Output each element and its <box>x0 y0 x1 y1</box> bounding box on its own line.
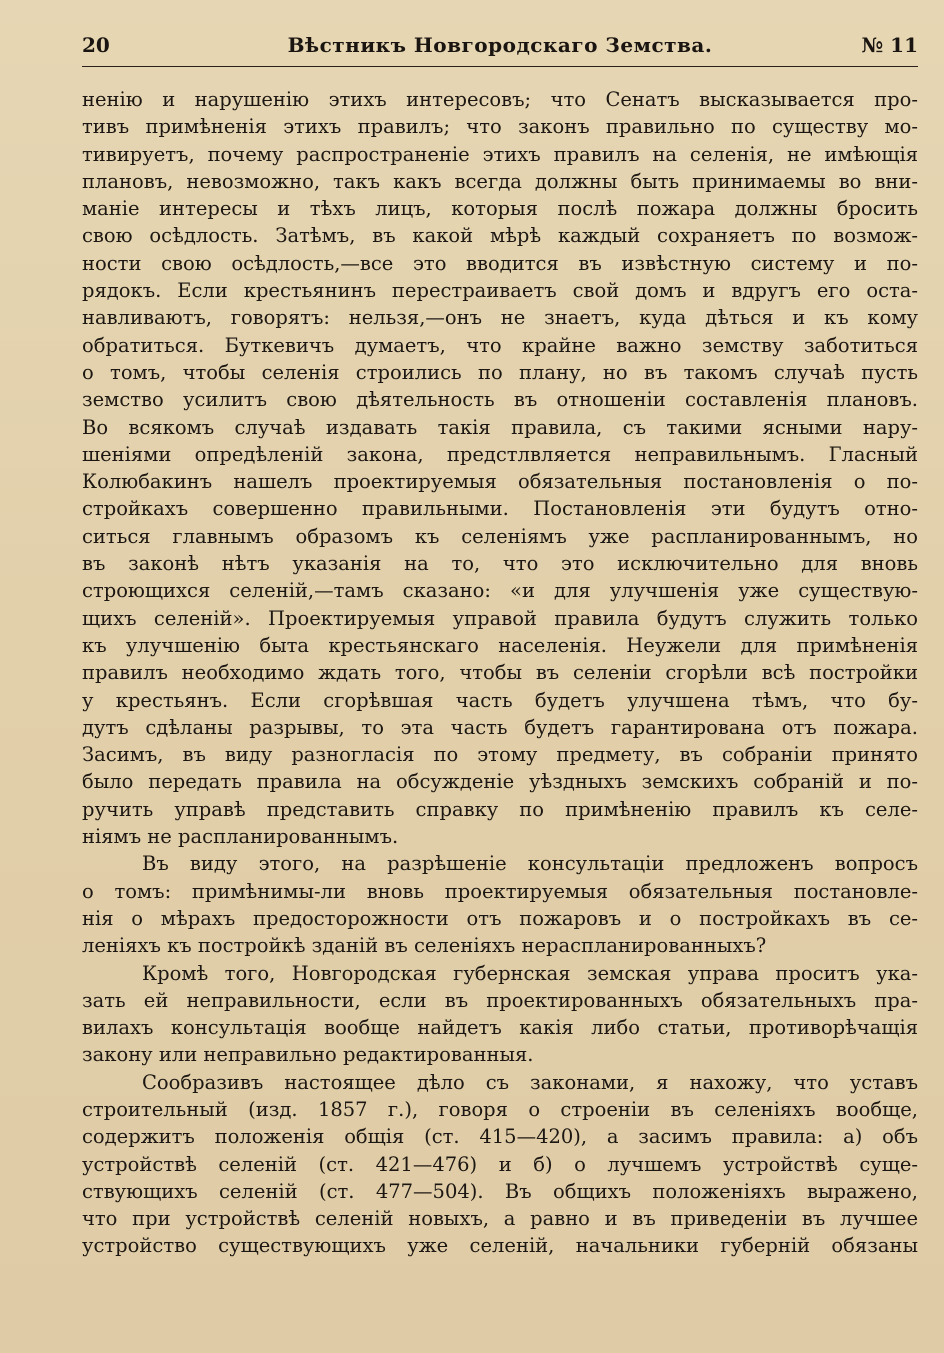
text-line: было передать правила на обсужденіе уѣздныхъ земскихъ собраній и по- <box>82 770 918 794</box>
text-line: стройкахъ совершенно правильными. Постановленія эти будутъ отно- <box>82 497 918 521</box>
text-line: строющихся селеній,—тамъ сказано: «и для улучшенія уже существую- <box>82 579 918 603</box>
text-line: закону или неправильно редактированныя. <box>82 1043 534 1067</box>
text-line: ніямъ не распланированнымъ. <box>82 825 399 849</box>
text-line: Въ виду этого, на разрѣшеніе консультаціи предложенъ вопросъ <box>142 852 918 876</box>
page-number: 20 <box>82 33 110 57</box>
text-line: ности свою осѣдлость,—все это вводится въ извѣстную систему и по- <box>82 251 918 275</box>
text-line: Во всякомъ случаѣ издавать такія правила, съ такими ясными нару- <box>82 415 918 439</box>
text-line: въ законѣ нѣтъ указанія на то, что это исключительно для вновь <box>82 552 918 576</box>
text-line: маніе интересы и тѣхъ лицъ, которыя послѣ пожара должны бросить <box>82 197 918 221</box>
text-line: о томъ: примѣнимы-ли вновь проектируемыя обязательныя постановле- <box>82 879 918 903</box>
text-line: у крестьянъ. Если сгорѣвшая часть будетъ улучшена тѣмъ, что бу- <box>82 688 918 712</box>
text-line: шеніями опредѣленій закона, предстлвляется неправильнымъ. Гласный <box>82 442 918 466</box>
text-line: правилъ необходимо ждать того, чтобы въ селеніи сгорѣли всѣ постройки <box>82 661 918 685</box>
issue-number: № 11 <box>861 33 918 57</box>
body-text <box>82 86 918 1260</box>
text-line: строительный (изд. 1857 г.), говоря о строеніи въ селеніяхъ вообще, <box>82 1097 918 1121</box>
text-line: тивируетъ, почему распространеніе этихъ правилъ на селенія, не имѣющія <box>82 142 918 166</box>
text-line: ручить управѣ представить справку по примѣненію правилъ къ селе- <box>82 797 918 821</box>
running-head <box>82 30 918 60</box>
text-line: тивъ примѣненія этихъ правилъ; что законъ правильно по существу мо- <box>82 115 918 139</box>
text-line: зать ей неправильности, если въ проектированныхъ обязательныхъ пра- <box>82 988 918 1012</box>
text-line: что при устройствѣ селеній новыхъ, а равно и въ приведеніи въ лучшее <box>82 1207 918 1231</box>
text-line: Сообразивъ настоящее дѣло съ законами, я нахожу, что уставъ <box>142 1070 918 1094</box>
text-line: нія о мѣрахъ предосторожности отъ пожаровъ и о постройкахъ въ се- <box>82 906 918 930</box>
text-line: рядокъ. Если крестьянинъ перестраиваетъ свой домъ и вдругъ его оста- <box>82 279 918 303</box>
text-line: ситься главнымъ образомъ къ селеніямъ уже распланированнымъ, но <box>82 524 918 548</box>
text-line: вилахъ консультація вообще найдетъ какія либо статьи, противорѣчащія <box>82 1016 918 1040</box>
text-line: ненію и нарушенію этихъ интересовъ; что Сенатъ высказывается про- <box>82 88 918 111</box>
text-line: Засимъ, въ виду разногласія по этому предмету, въ собраніи принято <box>82 743 918 767</box>
text-line: содержитъ положенія общія (ст. 415—420), а засимъ правила: а) объ <box>82 1125 918 1149</box>
text-line: Кромѣ того, Новгородская губернская земская управа проситъ ука- <box>142 961 918 985</box>
text-line: обратиться. Буткевичъ думаетъ, что крайне важно земству заботиться <box>82 333 918 357</box>
header-rule <box>82 66 918 67</box>
text-line: щихъ селеній». Проектируемыя управой правила будутъ служить только <box>82 606 918 630</box>
journal-title: Вѣстникъ Новгородскаго Земства. <box>287 33 713 57</box>
text-line: о томъ, чтобы селенія строились по плану, но въ такомъ случаѣ пусть <box>82 360 918 384</box>
text-line: Колюбакинъ нашелъ проектируемыя обязательныя постановленія о по- <box>82 470 918 494</box>
text-line: устройствѣ селеній (ст. 421—476) и б) о лучшемъ устройствѣ суще- <box>82 1152 918 1176</box>
text-line: свою осѣдлость. Затѣмъ, въ какой мѣрѣ каждый сохраняетъ по возмож- <box>82 224 918 248</box>
text-line: земство усилитъ свою дѣятельность въ отношеніи составленія плановъ. <box>82 388 918 412</box>
text-line: плановъ, невозможно, такъ какъ всегда должны быть принимаемы во вни- <box>82 169 918 193</box>
text-line: ствующихъ селеній (ст. 477—504). Въ общихъ положеніяхъ выражено, <box>82 1179 918 1203</box>
text-line: леніяхъ къ постройкѣ зданій въ селеніяхъ нераспланированныхъ? <box>82 934 767 958</box>
text-line: навливаютъ, говорятъ: нельзя,—онъ не знаетъ, куда дѣться и къ кому <box>82 306 918 330</box>
text-line: устройство существующихъ уже селеній, начальники губерній обязаны <box>82 1234 918 1258</box>
text-line: къ улучшенію быта крестьянскаго населенія. Неужели для примѣненія <box>82 633 918 657</box>
text-line: дутъ сдѣланы разрывы, то эта часть будетъ гарантирована отъ пожара. <box>82 715 918 739</box>
